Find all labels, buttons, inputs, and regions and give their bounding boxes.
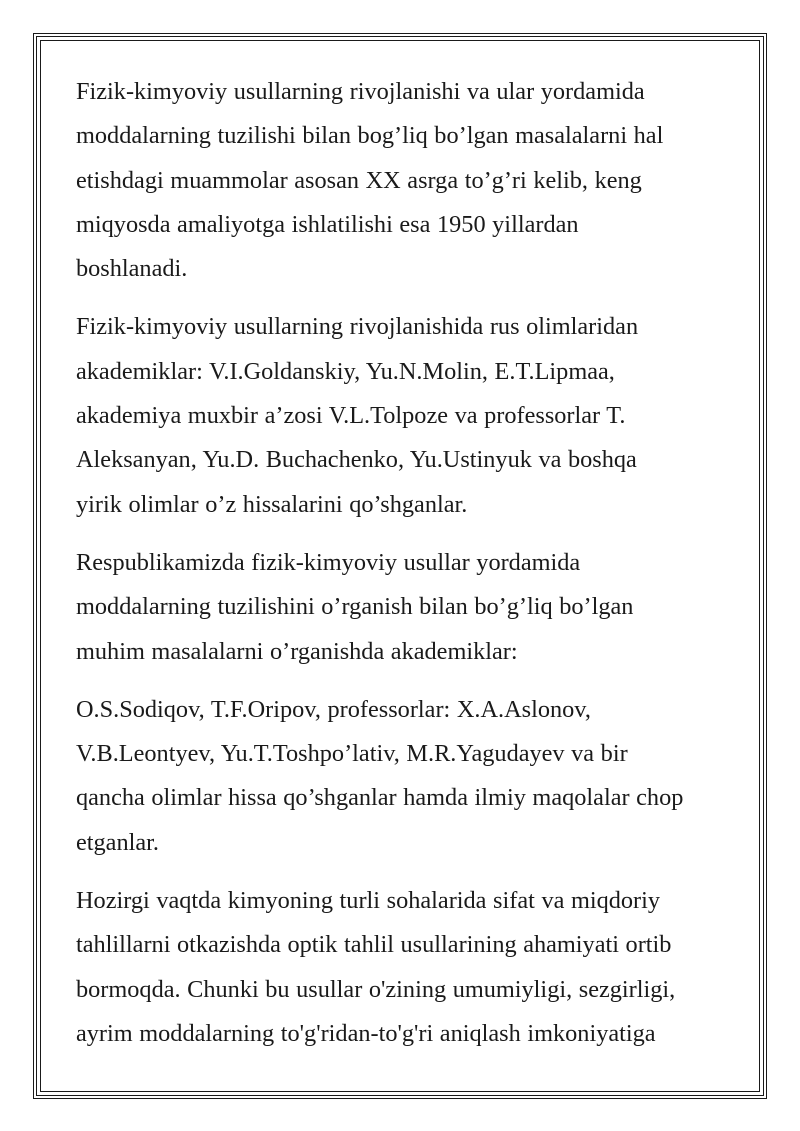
document-body [76, 70, 736, 1070]
paragraph-4: O.S.Sodiqov, T.F.Oripov, professorlar: X.A.Aslonov, V.B.Leontyev, Yu.T.Toshpo’lativ, M.R.Yagudayev va bir qancha olimlar hissa qo’shganlar hamda ilmiy maqolalar chop etganlar. [76, 695, 684, 856]
paragraph-2: Fizik-kimyoviy usullarning rivojlanishida rus olimlaridan akademiklar: V.I.Goldanskiy, Yu.N.Molin, E.T.Lipmaa, akademiya muxbir a’zosi V.L.Tolpoze va professorlar T. Aleksanyan, Yu.D. Buchachenko, Yu.Ustinyuk va boshqa yirik olimlar o’z hissalarini qo’shganlar. [76, 313, 639, 518]
paragraph-5: Hozirgi vaqtda kimyoning turli sohalarida sifat va miqdoriy tahlillarni otkazishda optik tahlil usullarining ahamiyati ortib bormoqda. Chunki bu usullar o'zining umumiyligi, sezgirligi, ayrim moddalarning to'g'ridan-to'g'ri aniqlash imkoniyatiga [76, 887, 676, 1047]
paragraph-3: Respublikamizda fizik-kimyoviy usullar yordamida moddalarning tuzilishini o’rganish bilan bo’g’liq bo’lgan muhim masalalarni o’rganishda akademiklar: [76, 548, 634, 665]
paragraph-1: Fizik-kimyoviy usullarning rivojlanishi va ular yordamida moddalarning tuzilishi bilan bog’liq bo’lgan masalalarni hal etishdagi muammolar asosan XX asrga to’g’ri kelib, keng miqyosda amaliyotga ishlatilishi esa 1950 yillardan boshlanadi. [76, 78, 664, 283]
